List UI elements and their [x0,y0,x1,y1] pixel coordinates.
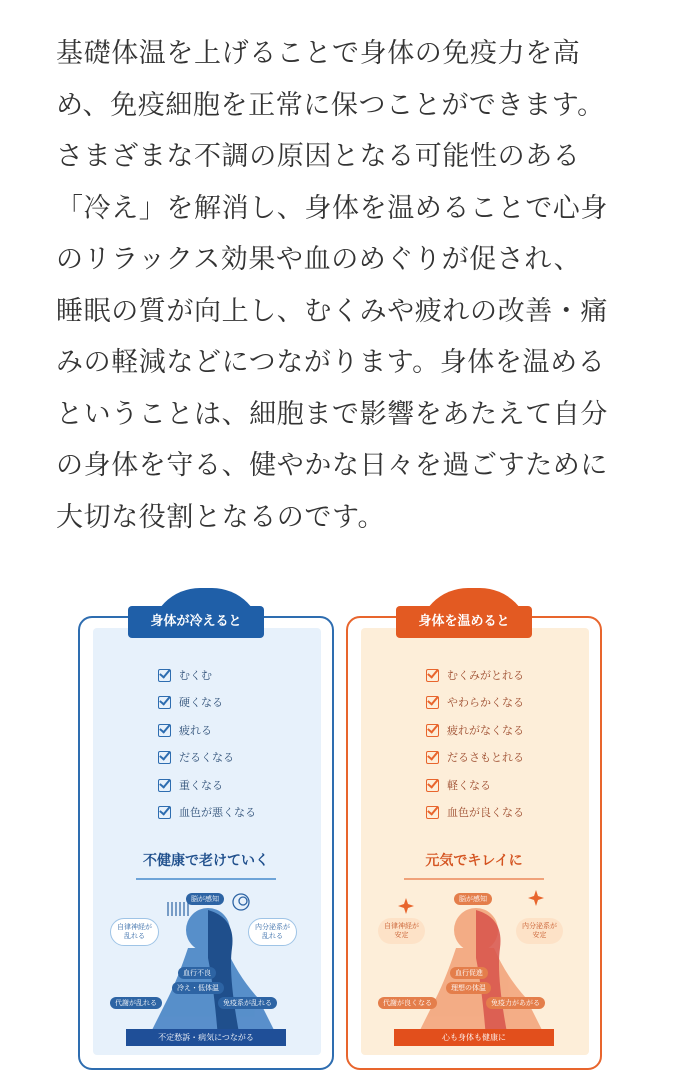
paragraph-line: のリラックス効果や血のめぐりが促され、 [56,244,582,275]
checkbox-icon [426,669,439,682]
silhouette-icon [376,888,576,1038]
left-bubble: 自律神経が 乱れる [110,918,159,946]
cold-body-panel [78,588,334,1073]
flow-pill: 免疫系が乱れる [218,997,277,1009]
symptom-list [158,666,256,830]
checkbox-icon [158,724,171,737]
checkbox-icon [158,779,171,792]
list-item [158,776,256,803]
flow-pill: 理想の体温 [446,982,491,994]
item-label: 硬くなる [179,696,223,710]
panel-footer: 心も身体も健康に [394,1029,554,1046]
checkbox-icon [426,696,439,709]
item-label: むくむ [179,669,212,682]
checkbox-icon [158,751,171,764]
list-item [426,721,524,748]
panel-subtitle: 元気でキレイに [404,850,544,880]
flow-pill: 代謝が良くなる [378,997,437,1009]
checkbox-icon [158,806,171,819]
flow-pill: 血行不良 [178,967,216,979]
paragraph-line: ということは、細胞まで影響をあたえて自分 [56,398,608,430]
list-item [426,666,524,693]
checkbox-icon [426,779,439,792]
right-bubble: 内分泌系が 乱れる [248,918,297,946]
checkbox-icon [426,751,439,764]
flow-pill: 冷え・低体温 [172,982,224,994]
body-illustration [108,888,308,1038]
list-item [158,748,256,775]
silhouette-icon [108,888,308,1038]
item-label: 軽くなる [447,778,491,792]
item-label: 血色が悪くなる [179,805,256,819]
list-item [158,666,256,693]
left-bubble: 自律神経が 安定 [378,918,425,944]
list-item [426,803,524,830]
item-label: だるくなる [179,751,234,765]
checkbox-icon [158,669,171,682]
item-label: 血色が良くなる [447,805,524,819]
brain-label: 脳が感知 [186,893,224,905]
flow-pill: 免疫力があがる [486,997,545,1009]
flow-pill: 血行促進 [450,967,488,979]
warm-body-panel [346,588,602,1073]
panel-footer: 不定愁訴・病気につながる [126,1029,286,1046]
paragraph-line: 睡眠の質が向上し、むくみや疲れの改善・痛 [56,295,608,327]
item-label: 重くなる [179,778,223,792]
benefit-list [426,666,524,830]
checkbox-icon [426,806,439,819]
list-item [426,748,524,775]
checkbox-icon [158,696,171,709]
paragraph-line: の身体を守る、健やかな日々を過ごすために [56,450,608,481]
paragraph-line: 大切な役割となるのです。 [56,501,386,533]
paragraph-line: 基礎体温を上げることで身体の免疫力を高 [56,38,581,69]
paragraph-line: みの軽減などにつながります。身体を温める [56,347,606,378]
paragraph-line: め、免疫細胞を正常に保つことができます。 [56,89,605,121]
paragraph-line: 「冷え」を解消し、身体を温めることで心身 [56,192,608,224]
panel-subtitle: 不健康で老けていく [136,850,276,880]
flow-pill: 代謝が乱れる [110,997,162,1009]
list-item [158,693,256,720]
brain-label: 脳が感知 [454,893,492,905]
panel-header: 身体が冷えると [128,606,264,638]
item-label: 疲れる [179,723,212,737]
list-item [426,693,524,720]
checkbox-icon [426,724,439,737]
body-paragraph [56,28,646,543]
list-item [158,721,256,748]
body-illustration [376,888,576,1038]
list-item [426,776,524,803]
item-label: だるさもとれる [447,751,524,765]
item-label: 疲れがなくなる [447,723,524,737]
paragraph-line: さまざまな不調の原因となる可能性のある [56,141,581,172]
right-bubble: 内分泌系が 安定 [516,918,563,944]
item-label: むくみがとれる [447,669,524,682]
panel-header: 身体を温めると [396,606,532,638]
list-item [158,803,256,830]
item-label: やわらかくなる [447,696,524,710]
